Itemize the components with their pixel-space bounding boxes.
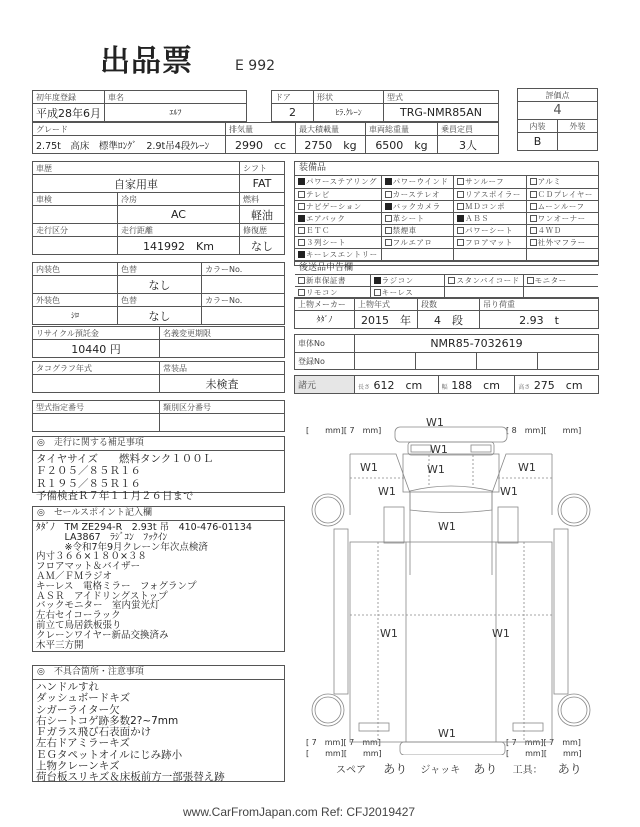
option-label: 新車保証書 [306,275,346,285]
spare-row [336,760,582,777]
options-grid [295,176,598,261]
inspection-value [33,206,118,224]
tire-front-right: [ 8 mm][ mm] [506,426,582,435]
reg-no-cell [537,353,598,370]
option-label: パワーウインド [392,177,449,187]
checked-box-icon [457,215,464,222]
unchecked-box-icon [298,203,305,210]
option-label: パワーステアリング [306,177,378,187]
option-cell [454,224,526,236]
option-label: キーレス [381,288,414,297]
damage-mark: W1 [438,520,456,533]
history-value: 自家用車 [33,175,240,193]
option-cell [454,176,526,188]
option-label: カーステレオ [392,189,440,199]
type-no-value [33,414,160,432]
option-cell [381,236,454,248]
tire-front-left: [ mm][ 7 mm] [306,426,382,435]
damage-mark: W1 [518,461,536,474]
run-class-value [33,237,118,255]
model-value: TRG-NMR85AN [384,104,499,122]
tacho-label: タコグラフ年式 [33,362,160,375]
unchecked-box-icon [385,227,392,234]
grade-row [32,122,499,154]
option-label: リモコン [306,288,338,297]
max-load-label: 最大積載量 [296,123,366,136]
unchecked-box-icon [298,277,305,284]
option-cell [370,275,445,287]
checked-box-icon [298,251,305,258]
damage-mark: W1 [500,485,518,498]
unchecked-box-icon [457,178,464,185]
tacho-value [33,375,160,393]
damage-mark: W1 [380,627,398,640]
class-no-label: 類別区分番号 [160,401,285,414]
option-label: ＭＤコンポ [465,201,506,211]
options-title: 装備品 [295,162,598,176]
height-value: 275 cm [533,378,583,392]
option-cell [526,236,598,248]
interior-grade-label: 内装 [518,120,558,133]
equipment-value: 未検査 [160,375,285,393]
sales-points-title: ◎ セールスポイント記入欄 [33,507,284,521]
fuel-label: 燃料 [239,193,284,206]
recycle-table [32,326,285,358]
option-cell [295,212,381,224]
displacement-label: 排気量 [226,123,296,136]
option-label: 革シート [392,213,425,223]
int-color-no-value [202,276,285,294]
unchecked-box-icon [457,239,464,246]
basic-info-right [271,90,499,122]
option-cell [523,275,598,287]
option-cell [381,224,454,236]
gvw-value: 6500 kg [366,136,438,154]
defects-title: ◎ 不具合箇所・注意事項 [33,666,284,680]
running-notes-box [32,436,285,503]
spare-value: あり [383,762,408,776]
unchecked-box-icon [298,191,305,198]
mileage-value: 141992 Km [118,237,240,255]
checked-box-icon [298,178,305,185]
cargo-bed [350,542,552,742]
door-label: ドア [272,91,314,104]
spec-table [294,375,599,394]
checked-box-icon [374,277,381,284]
int-color-label: 内装色 [33,263,118,276]
unchecked-box-icon [298,239,305,246]
inspection-label: 車検 [33,193,118,206]
checked-box-icon [385,203,392,210]
option-label: ４ＷＤ [537,225,562,235]
exterior-grade-value [558,133,598,151]
unchecked-box-icon [457,191,464,198]
unchecked-box-icon [530,239,537,246]
ids-table [294,334,599,370]
document-title: 出品票 [100,44,193,79]
windshield [410,486,492,513]
mileage-label: 走行距離 [118,224,240,237]
option-label: パワーシート [465,225,513,235]
unchecked-box-icon [530,215,537,222]
history-label: 車歴 [33,162,240,175]
shift-label: シフト [239,162,284,175]
option-cell [445,275,523,287]
int-color-value [33,276,118,294]
running-notes-title: ◎ 走行に関する補足事項 [33,437,284,451]
spec-label: 諸元 [295,376,355,394]
type-no-label: 型式指定番号 [33,401,160,414]
int-change-label: 色替 [118,263,202,276]
option-cell [454,248,526,260]
unchecked-box-icon [385,215,392,222]
damage-mark: W1 [360,461,378,474]
car-name-value: ｴﾙﾌ [105,104,247,122]
tacho-table [32,361,285,393]
crane-year-value: 2015 年 [355,311,418,329]
ac-value: AC [118,206,240,224]
option-cell [381,212,454,224]
option-cell [381,188,454,200]
rear-left-wheel [312,694,344,726]
crane-table [294,297,599,329]
option-label: アルミ [537,177,562,187]
unchecked-box-icon [457,203,464,210]
model-label: 型式 [384,91,499,104]
rear-right-wheel [558,694,590,726]
option-label: ナビゲーション [306,201,362,211]
capacity-label: 乗員定員 [438,123,499,136]
unchecked-box-icon [530,227,537,234]
option-cell [454,188,526,200]
tire-rear-left-1: [ 7 mm][ 7 mm] [306,738,381,747]
capacity-value: 3人 [438,136,499,154]
recycle-value: 10440 円 [33,340,160,358]
option-label: エアバック [306,213,346,223]
fuel-value: 軽油 [239,206,284,224]
gvw-label: 車両総重量 [366,123,438,136]
crane-load-value: 2.93 t [480,311,599,329]
option-cell [526,200,598,212]
option-label: モニター [534,275,567,285]
option-cell [454,200,526,212]
option-label: サンルーフ [465,177,505,187]
option-cell [295,248,381,260]
int-color-no-label: カラーNo. [202,263,285,276]
width-label: 幅 [441,383,448,391]
option-label: ＣＤプレイヤー [537,189,593,199]
option-label: フロアマット [465,237,513,247]
option-label: バックカメラ [392,201,441,211]
tools-value: あり [557,762,582,776]
length-value: 612 cm [373,378,423,392]
ext-color-value: ｼﾛ [33,307,118,325]
option-label: ＡＢＳ [465,213,490,223]
type-no-table [32,400,285,432]
unchecked-box-icon [530,191,537,198]
vehicle-damage-diagram [296,405,596,755]
rear-bumper [400,742,505,755]
option-cell [526,188,598,200]
option-label: ワンオーナー [537,213,586,223]
option-cell [295,236,381,248]
recycle-label: リサイクル預託金 [33,327,160,340]
jack-label: ジャッキ [420,765,461,776]
damage-mark: W1 [438,727,456,740]
reg-no-cell [476,353,537,370]
damage-mark: W1 [378,485,396,498]
reg-no-label: 登録No [295,353,355,370]
option-label: テレビ [306,189,330,199]
ext-color-no-label: カラーNo. [202,294,285,307]
ext-color-label: 外装色 [33,294,118,307]
option-cell [295,176,381,188]
height-label: 高さ [518,383,531,391]
running-notes-text: タイヤサイズ 燃料タンク１００Ｌ Ｆ２０５／８５Ｒ１６ Ｒ１９５／８５Ｒ１６ 予備検査Ｒ７年１１月２６日まで [36,453,214,503]
front-left-wheel [312,494,344,526]
unchecked-box-icon [374,289,381,296]
after-options-grid [295,275,598,300]
run-class-label: 走行区分 [33,224,118,237]
damage-mark: W1 [427,463,445,476]
shape-value: ﾋﾗ.ｸﾚｰﾝ [314,104,384,122]
option-label: リアスポイラー [465,189,521,199]
option-cell [526,248,598,260]
equipment-label: 常装品 [160,362,285,375]
int-change-value: なし [118,276,202,294]
name-change-value [160,340,285,358]
defects-text: ハンドルすれ ダッシュボードキズ シガーライター欠 右シートコゲ跡多数2?~7mm Ｆガラス飛び石表面かけ 左右ドアミラーキズ ＥＧタペットオイルにじみ跡小 上物クレーンキズ 荷台板スリキズ＆床板前方一部張替え跡 [36,681,225,784]
entry-number: E 992 [235,58,276,74]
first-reg-value: 平成28年6月 [33,104,105,122]
displacement-value: 2990 cc [226,136,296,154]
front-right-wheel [558,494,590,526]
unchecked-box-icon [385,239,392,246]
tools-label: 工具： [512,765,543,776]
repair-value: なし [239,237,284,255]
max-load-value: 2750 kg [296,136,366,154]
option-cell [454,236,526,248]
option-label: ムーンルーフ [537,201,585,211]
option-label: 禁煙車 [392,225,417,235]
ext-change-label: 色替 [118,294,202,307]
crane-stages-value: 4 段 [418,311,480,329]
shift-value: FAT [239,175,284,193]
options-box [294,161,599,297]
option-cell [295,275,370,287]
chassis-no-label: 車体No [295,335,355,353]
ac-label: 冷房 [118,193,240,206]
grille [408,442,494,455]
sales-points-box [32,506,285,652]
interior-grade-value: B [518,133,558,151]
damage-mark: W1 [426,416,444,429]
after-options-title: 後送品申告欄 [295,261,598,275]
score-label: 評価点 [518,89,598,102]
option-label: キーレスエントリー [306,249,378,259]
basic-info [32,90,247,122]
footer-reference: www.CarFromJapan.com Ref: CFJ2019427 [183,805,416,819]
history-table [32,161,285,255]
unchecked-box-icon [448,277,455,284]
score-table [517,88,598,151]
score-value: 4 [518,102,598,120]
unchecked-box-icon [527,277,534,284]
reg-no-cell [355,353,416,370]
sales-points-text: ﾀﾀﾞﾉ TM ZE294-R 2.93t 吊 410-476-01134 LA3867 ﾗｼﾞｺﾝ ﾌｯｸｲﾝ ※令和7年9月クレーン年次点検済 内寸３６６×１８０×３８ フロアマット＆バイザー ＡＭ／ＦＭラジオ キーレス 電格ミラー フォグランプ ＡＳＲ アイドリングストップ バックモニター 室内蛍光灯 左右セイコーラック 前立て鳥居鉄板張り クレーンワイヤー新品交換済み 木平三方開 [36,522,252,651]
defects-box [32,665,285,782]
ext-change-value: なし [118,307,202,325]
tire-rear-right-2: [ mm][ mm] [506,749,582,758]
front-bumper [395,427,507,442]
option-label: ３列シート [306,237,346,247]
width-value: 188 cm [451,378,500,392]
option-label: ＥＴＣ [306,225,330,235]
class-no-value [160,414,285,432]
grade-value: 2.75t 高床 標準ﾛﾝｸﾞ 2.9t吊4段ｸﾚｰﾝ [33,136,226,154]
crane-maker-value: ﾀﾀﾞﾉ [295,311,355,329]
option-cell [526,212,598,224]
first-reg-label: 初年度登録 [33,91,105,104]
tire-rear-right-1: [ 7 mm][ 7 mm] [506,738,581,747]
name-change-label: 名義変更期限 [160,327,285,340]
unchecked-box-icon [298,289,305,296]
damage-mark: W1 [430,443,448,456]
car-name-label: 車名 [105,91,247,104]
crane-stages-label: 段数 [418,298,480,311]
option-label: 社外マフラー [537,237,586,247]
shape-label: 形状 [314,91,384,104]
option-cell [454,212,526,224]
crane-load-label: 吊り荷重 [480,298,599,311]
unchecked-box-icon [385,191,392,198]
option-label: ラジコン [381,275,414,285]
chassis-no-value: NMR85-7032619 [355,335,599,353]
option-cell [381,176,454,188]
door-value: 2 [272,104,314,122]
jack-value: あり [473,762,498,776]
grade-label: グレード [33,123,226,136]
checked-box-icon [385,178,392,185]
option-cell [381,200,454,212]
option-cell [526,176,598,188]
option-cell [295,224,381,236]
unchecked-box-icon [530,178,537,185]
unchecked-box-icon [530,203,537,210]
length-label: 長さ [358,383,371,391]
color-table [32,262,285,325]
exterior-grade-label: 外装 [558,120,598,133]
option-cell [295,188,381,200]
option-label: スタンバイコード [456,275,520,285]
unchecked-box-icon [298,227,305,234]
unchecked-box-icon [457,227,464,234]
crane-year-label: 上物年式 [355,298,418,311]
option-label: フルエアロ [392,237,433,247]
damage-mark: W1 [492,627,510,640]
repair-label: 修復歴 [239,224,284,237]
ext-color-no-value [202,307,285,325]
crane-maker-label: 上物メーカー [295,298,355,311]
checked-box-icon [298,215,305,222]
option-cell [526,224,598,236]
tire-rear-left-2: [ mm][ mm] [306,749,382,758]
spare-label: スペア [336,765,366,776]
option-cell [381,248,454,260]
reg-no-cell [415,353,476,370]
option-cell [295,200,381,212]
